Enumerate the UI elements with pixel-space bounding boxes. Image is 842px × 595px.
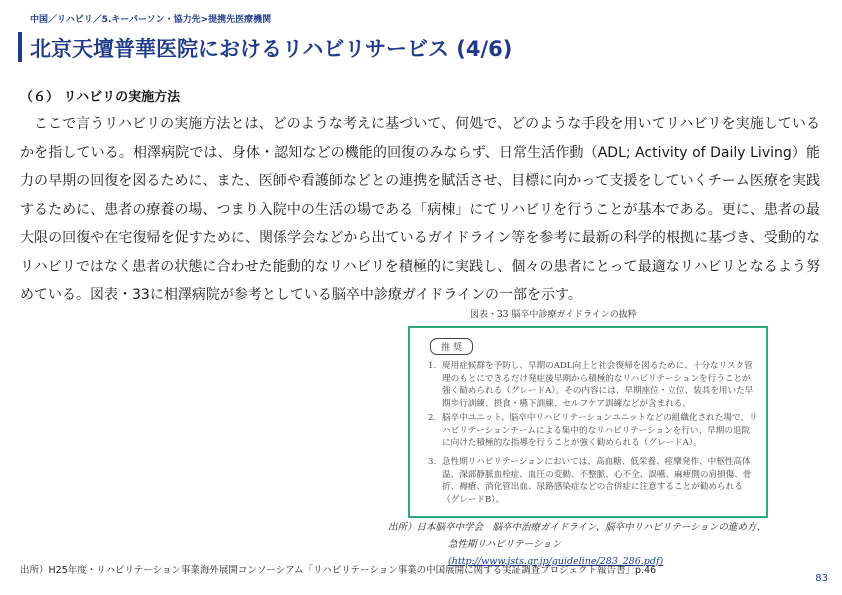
figure-item <box>428 412 758 450</box>
figure-box <box>408 326 768 518</box>
figure-source-title: 急性期リハビリテーション <box>448 539 562 550</box>
page-number: 83 <box>815 573 828 584</box>
figure-item-text: 急性期リハビリテーションにおいては、高血糖、低栄養、痙攣発作、中枢性高体温、深部静脈血栓症、血圧の変動、不整脈、心不全、誤嚥、麻痺側の肩損傷、骨折、褥瘡、消化管出血、尿路感染症などの合併症に注意することが勧められる（グレードB）。 <box>442 457 752 505</box>
page-title: 北京天壇普華医院におけるリハビリサービス (4/6) <box>30 37 513 61</box>
figure-item-text: 廃用症候群を予防し、早期のADL向上と社会復帰を図るために、十分なリスク管理のもとにできるだけ発症後早期から積極的なリハビリテーションを行うことが強く勧められる（グレードA）。その内容には、早期座位・立位、装具を用いた早期歩行訓練、摂食・嚥下訓練、セルフケア訓練などが含まれる。 <box>442 361 754 409</box>
section-heading: （６） リハビリの実施方法 <box>20 90 181 105</box>
figure-item <box>428 360 758 410</box>
footer-source: 出所）H25年度・リハビリテーション事業海外展開コンソーシアム「リハビリテーション事業の中国展開に関する実証調査プロジェクト報告書」p.46 <box>20 565 657 576</box>
figure-source-line1: 出所）日本脳卒中学会 脳卒中治療ガイドライン、脳卒中リハビリテーションの進め方、 <box>388 522 766 533</box>
body-paragraph: ここで言うリハビリの実施方法とは、どのような考えに基づいて、何処で、どのような手段を用いてリハビリを実施しているかを指している。相澤病院では、身体・認知などの機能的回復のみならず、日常生活作動（ADL; Activity of Daily Living）能力の早期の回復を図るために、また、医師や看護師などとの連携を賦活させ、目標に向かって支援をしていくチーム医療を実践するために、患者の療養の場、つまり入院中の生活の場である「病棟」にてリハビリを行うことが基本である。更に、患者の最大限の回復や在宅復帰を促すために、関係学会などから出ているガイドライン等を参考に最新の科学的根拠に基づき、受動的なリハビリではなく患者の状態に合わせた能動的なリハビリを積極的に実践し、個々の患者にとって最適なリハビリとなるよう努めている。図表・33に相澤病院が参考としている脳卒中診療ガイドラインの一部を示す。 <box>20 116 820 303</box>
figure-recommendation-label: 推 奨 <box>430 338 473 355</box>
breadcrumb: 中国／リハビリ／5.キーパーソン・協力先>提携先医療機関 <box>30 15 272 25</box>
figure-source-link[interactable]: (http://www.jsts.gr.jp/guideline/283_286.pdf) <box>448 556 664 567</box>
figure-item-number: 3. <box>428 457 437 467</box>
figure-item <box>428 456 758 506</box>
figure-caption: 図表・33 脳卒中診療ガイドラインの抜粋 <box>470 310 637 320</box>
figure-item-text: 脳卒中ユニット、脳卒中リハビリテーションユニットなどの組織化された場で、リハビリテーションチームによる集中的なリハビリテーションを行い、早期の退院に向けた積極的な指導を行うことが強く勧められる（グレードA）。 <box>442 413 758 449</box>
title-accent-bar <box>18 32 22 62</box>
figure-item-number: 2. <box>428 413 437 423</box>
figure-item-number: 1. <box>428 361 437 371</box>
